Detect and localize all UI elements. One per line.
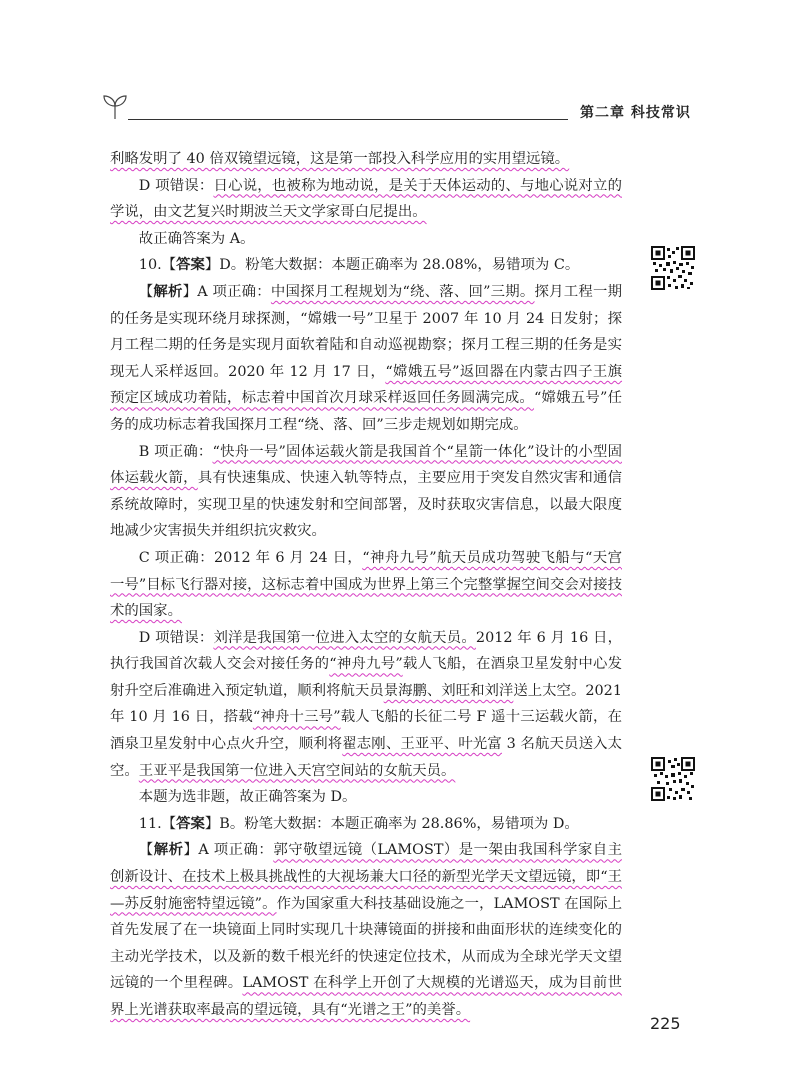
answer-text: 】B。粉笔大数据：本题正确率为 28.86%，易错项为 D。 — [204, 815, 579, 832]
underlined-text: 利略发明了 40 倍双镜望远镜，这是第一部投入科学应用的实用望远镜。 — [110, 151, 570, 167]
q10-option-b: B 项正确：“快舟一号”固体运载火箭是我国首个“星箭一体化”设计的小型固体运载火箭，具有快速集成、快速入轨等特点，主要应用于突发自然灾害和通信系统故障时，实现卫星的快速发射和空间部署，及时获取灾害信息，以最大限度地减少灾害损失并组织抗灾救灾。 — [110, 443, 622, 540]
q10-conclusion: 本题为选非题，故正确答案为 D。 — [138, 789, 357, 806]
q10-option-c: C 项正确：2012 年 6 月 24 日，“神舟九号”航天员成功驾驶飞船与“天宫一号”目标飞行器对接，这标志着中国成为世界上第三个完整掌握空间交会对接技术的国家。 — [110, 549, 622, 620]
qr-code-icon — [651, 246, 695, 290]
underlined-text: 刘洋是我国第一位进入太空的女航天员。 — [213, 629, 476, 646]
page-content — [110, 146, 622, 1024]
underlined-text: 景海鹏、刘旺和刘洋 — [383, 682, 514, 699]
q10-answer: 10.【答案】D。粉笔大数据：本题正确率为 28.08%，易错项为 C。 — [138, 257, 580, 274]
page-number: 225 — [650, 1014, 681, 1033]
underlined-text: “嫦娥五号”返回器在内蒙古四子王旗预定区域成功着陆，标志着中国首次月球采样返回任务圆满完成。 — [110, 363, 623, 407]
underlined-text: 日心说，也被称为地动说，是关于天体运动的、与地心说对立的学说，由文艺复兴时期波兰天文学家哥白尼提出。 — [110, 177, 622, 221]
answer-label: 答案 — [176, 257, 205, 274]
q11-answer: 11.【答案】B。粉笔大数据：本题正确率为 28.86%，易错项为 D。 — [138, 815, 579, 832]
underlined-text: “神舟十三号” — [252, 709, 341, 726]
underlined-text: “神舟九号” — [329, 656, 403, 673]
option-label: D 项错误： — [138, 177, 214, 194]
analysis-label: 解析 — [153, 283, 183, 300]
chapter-title: 第二章 科技常识 — [580, 105, 691, 121]
underlined-text: 翟志刚、王亚平、叶光富 — [342, 736, 502, 753]
underlined-text: 中国探月工程规划为“绕、落、回”三期。 — [270, 283, 535, 300]
answer-label: 答案 — [176, 815, 205, 832]
header-rule — [128, 119, 568, 120]
paragraph-continuation — [110, 146, 622, 173]
underlined-text: LAMOST 在科学上开创了大规模的光谱巡天，成为目前世界上光谱获取率最高的望远镜，具有“光谱之王”的美誉。 — [110, 975, 622, 1018]
sprout-leaf-icon — [100, 92, 130, 122]
analysis-label: 解析 — [153, 842, 184, 859]
page-header — [0, 92, 800, 132]
q10-option-d: D 项错误：刘洋是我国第一位进入太空的女航天员。2012 年 6 月 16 日，执行我国首次载人交会对接任务的“神舟九号”载人飞船，在酒泉卫星发射中心发射升空后准确进入预定轨道，顺利将航天员景海鹏、刘旺和刘洋送上太空。2021 年 10 月 16 日，搭载“神舟十三号”载人飞船的长征二号 F 遥十三运载火箭，在酒泉卫星发射中心点火升空，顺利将翟志刚、王亚平、叶光富 3 名航天员送入太空。王亚平是我国第一位进入天宫空间站的女航天员。 — [110, 629, 623, 779]
underlined-text: 郭守敬望远镜（LAMOST）是一架由我国科学家自主创新设计、在技术上极具挑战性的大视场兼大口径的新型光学天文望远镜，即“王—苏反射施密特望远镜”。 — [110, 842, 622, 912]
underlined-text: “快舟一号”固体运载火箭是我国首个“星箭一体化”设计的小型固体运载火箭， — [110, 443, 622, 487]
underlined-text: 王亚平是我国第一位进入天宫空间站的女航天员。 — [138, 762, 456, 779]
qr-code-icon — [651, 757, 695, 801]
underlined-text: “神舟九号”航天员成功驾驶飞船与“天宫一号”目标飞行器对接，这标志着中国成为世界上第三个完整掌握空间交会对接技术的国家。 — [110, 549, 622, 620]
answer-text: 】D。粉笔大数据：本题正确率为 28.08%，易错项为 C。 — [204, 257, 580, 274]
q10-analysis: 【解析】A 项正确：中国探月工程规划为“绕、落、回”三期。探月工程一期的任务是实现环绕月球探测，“嫦娥一号”卫星于 2007 年 10 月 24 日发射；探月工程二期的任务是实现月面软着陆和自动巡视勘察；探月工程三期的任务是实现无人采样返回。2020 年 12 月 17 日，“嫦娥五号”返回器在内蒙古四子王旗预定区域成功着陆，标志着中国首次月球采样返回任务圆满完成。“嫦娥五号”任务的成功标志着我国探月工程“绕、落、回”三步走规划如期完成。 — [110, 283, 623, 433]
q11-analysis: 【解析】A 项正确：郭守敬望远镜（LAMOST）是一架由我国科学家自主创新设计、在技术上极具挑战性的大视场兼大口径的新型光学天文望远镜，即“王—苏反射施密特望远镜”。作为国家重大科技基础设施之一，LAMOST 在国际上首先发展了在一块镜面上同时实现几十块薄镜面的拼接和曲面形状的连续变化的主动光学技术，以及新的数千根光纤的快速定位技术，从而成为全球光学天文望远镜的一个里程碑。LAMOST 在科学上开创了大规模的光谱巡天，成为目前世界上光谱获取率最高的望远镜，具有“光谱之王”的美誉。 — [110, 842, 623, 1018]
paragraph-option-d — [110, 173, 622, 226]
paragraph-answer-conclusion: 故正确答案为 A。 — [138, 230, 255, 247]
